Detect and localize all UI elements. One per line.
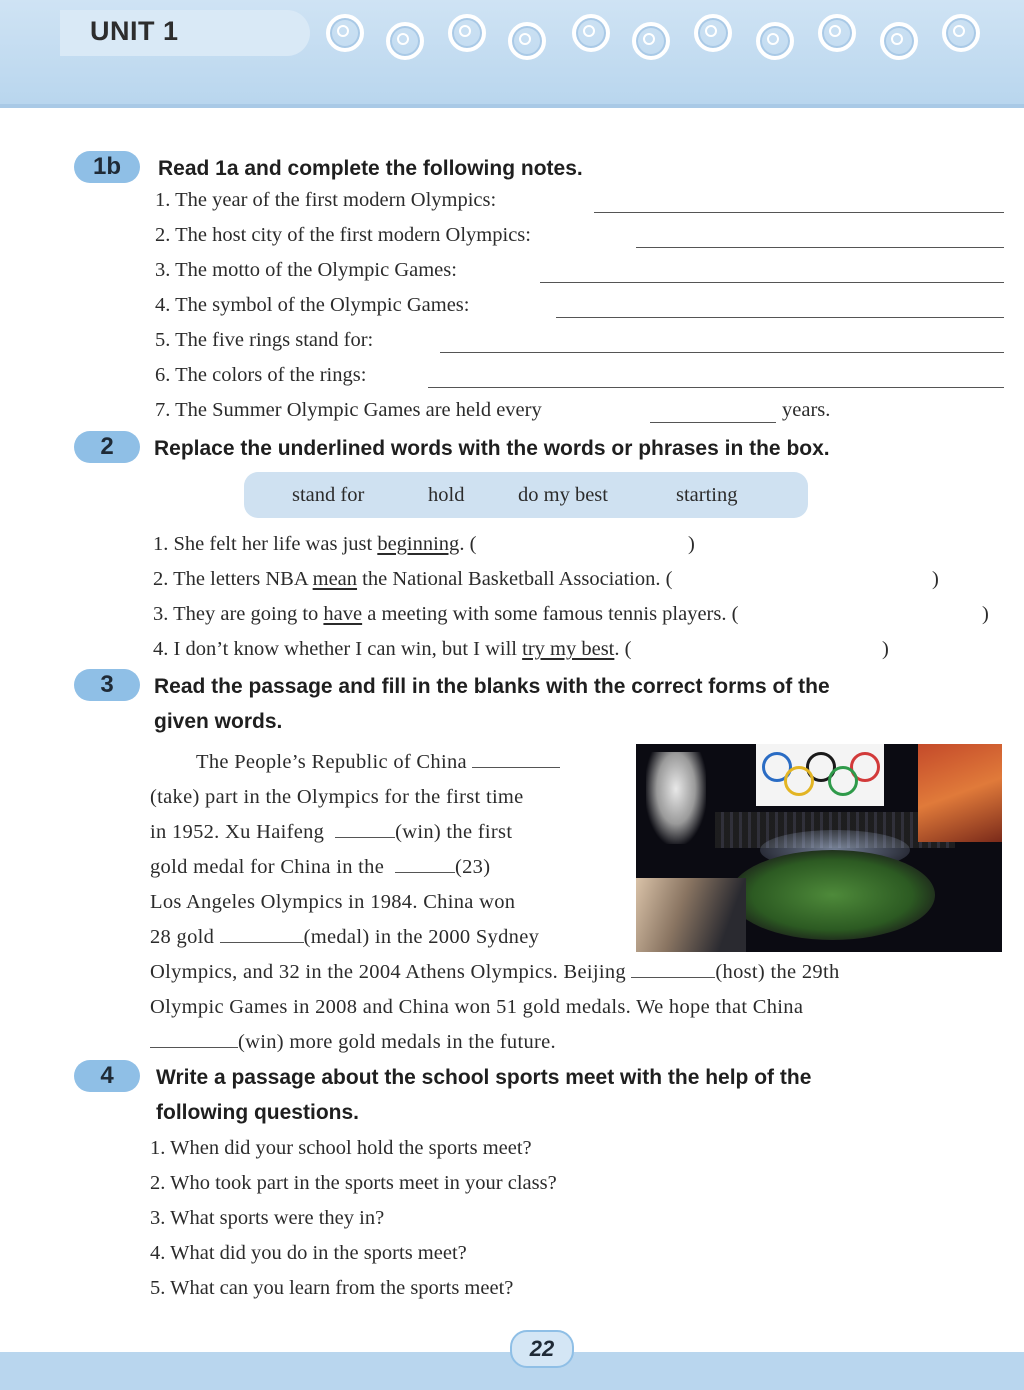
box-word: hold — [428, 484, 465, 506]
underlined-word: have — [323, 603, 363, 625]
ring-decoration-icon — [818, 14, 856, 52]
ring-decoration-icon — [572, 14, 610, 52]
question-item-5: 5. What can you learn from the sports meet? — [150, 1277, 514, 1299]
passage-line: 28 gold (medal) in the 2000 Sydney — [150, 926, 540, 948]
shooter-athlete-image — [636, 878, 746, 952]
olympic-ring-icon — [784, 766, 814, 796]
ring-decoration-icon — [508, 22, 546, 60]
note-item-2: 2. The host city of the first modern Olympics: — [155, 224, 531, 246]
note-item-6: 6. The colors of the rings: — [155, 364, 367, 386]
note-item-7-prefix: 7. The Summer Olympic Games are held every — [155, 399, 542, 421]
passage-line: in 1952. Xu Haifeng (win) the first — [150, 821, 513, 843]
ring-decoration-icon — [386, 22, 424, 60]
answer-blank-2[interactable] — [636, 247, 1004, 248]
note-item-3: 3. The motto of the Olympic Games: — [155, 259, 457, 281]
question-item-3: 3. What sports were they in? — [150, 1207, 385, 1229]
section-3-instruction-line2: given words. — [154, 710, 283, 733]
page-number: 22 — [510, 1330, 574, 1368]
answer-paren-close: ) — [882, 638, 889, 660]
fill-blank[interactable] — [150, 1031, 238, 1048]
note-item-5: 5. The five rings stand for: — [155, 329, 374, 351]
olympic-ring-icon — [828, 766, 858, 796]
section-3-instruction-line1: Read the passage and fill in the blanks with the correct forms of the — [154, 675, 830, 698]
replace-sentence-1: 1. She felt her life was just beginning. ( — [153, 533, 477, 555]
section-badge-1b: 1b — [74, 151, 140, 183]
page-header — [0, 0, 1024, 108]
unit-title: UNIT 1 — [90, 16, 179, 46]
replace-sentence-3: 3. They are going to have a meeting with some famous tennis players. ( — [153, 603, 739, 625]
replace-sentence-2: 2. The letters NBA mean the National Basketball Association. ( — [153, 568, 673, 590]
question-item-2: 2. Who took part in the sports meet in your class? — [150, 1172, 557, 1194]
answer-blank-5[interactable] — [440, 352, 1004, 353]
answer-blank-4[interactable] — [556, 317, 1004, 318]
ring-decoration-icon — [326, 14, 364, 52]
box-word: do my best — [518, 484, 608, 506]
note-item-7-suffix: years. — [782, 399, 831, 421]
answer-blank-3[interactable] — [540, 282, 1004, 283]
note-item-4: 4. The symbol of the Olympic Games: — [155, 294, 470, 316]
question-item-1: 1. When did your school hold the sports meet? — [150, 1137, 532, 1159]
section-1b-instruction: Read 1a and complete the following notes. — [158, 157, 583, 180]
ring-decoration-icon — [942, 14, 980, 52]
section-4-instruction-line1: Write a passage about the school sports meet with the help of the — [156, 1066, 812, 1089]
olympic-flag — [756, 744, 884, 806]
section-badge-2: 2 — [74, 431, 140, 463]
passage-line: (take) part in the Olympics for the first time — [150, 786, 524, 808]
fill-blank[interactable] — [335, 821, 395, 838]
underlined-word: mean — [312, 568, 358, 590]
ring-decoration-icon — [448, 14, 486, 52]
ring-decoration-icon — [694, 14, 732, 52]
passage-line: gold medal for China in the (23) — [150, 856, 491, 878]
passage-line: Olympics, and 32 in the 2004 Athens Olympics. Beijing (host) the 29th — [150, 961, 840, 983]
fill-blank[interactable] — [395, 856, 455, 873]
section-4-instruction-line2: following questions. — [156, 1101, 359, 1124]
answer-paren-close: ) — [982, 603, 989, 625]
passage-line: (win) more gold medals in the future. — [150, 1029, 556, 1055]
ring-decoration-icon — [632, 22, 670, 60]
passage-line: The People’s Republic of China — [196, 749, 560, 775]
underlined-word: try my best — [522, 638, 615, 660]
discus-thrower-statue-image — [646, 752, 706, 844]
athlete-with-flag-image — [918, 744, 1002, 842]
note-item-1: 1. The year of the first modern Olympics: — [155, 189, 497, 211]
section-badge-4: 4 — [74, 1060, 140, 1092]
section-badge-3: 3 — [74, 669, 140, 701]
fill-blank[interactable] — [472, 751, 560, 768]
section-2-instruction: Replace the underlined words with the words or phrases in the box. — [154, 437, 830, 460]
ring-decoration-icon — [756, 22, 794, 60]
fill-blank[interactable] — [220, 926, 304, 943]
answer-paren-close: ) — [932, 568, 939, 590]
answer-blank-6[interactable] — [428, 387, 1004, 388]
answer-paren-close: ) — [688, 533, 695, 555]
fill-blank[interactable] — [631, 961, 715, 978]
ring-decoration-icon — [880, 22, 918, 60]
box-word: stand for — [292, 484, 365, 506]
stadium-field-graphic — [730, 850, 935, 940]
passage-line: Olympic Games in 2008 and China won 51 gold medals. We hope that China — [150, 996, 804, 1018]
answer-blank-7[interactable] — [650, 422, 776, 423]
replace-sentence-4: 4. I don’t know whether I can win, but I will try my best. ( — [153, 638, 632, 660]
question-item-4: 4. What did you do in the sports meet? — [150, 1242, 467, 1264]
answer-blank-1[interactable] — [594, 212, 1004, 213]
underlined-word: beginning — [377, 533, 460, 555]
passage-line: Los Angeles Olympics in 1984. China won — [150, 891, 516, 913]
box-word: starting — [676, 484, 738, 506]
